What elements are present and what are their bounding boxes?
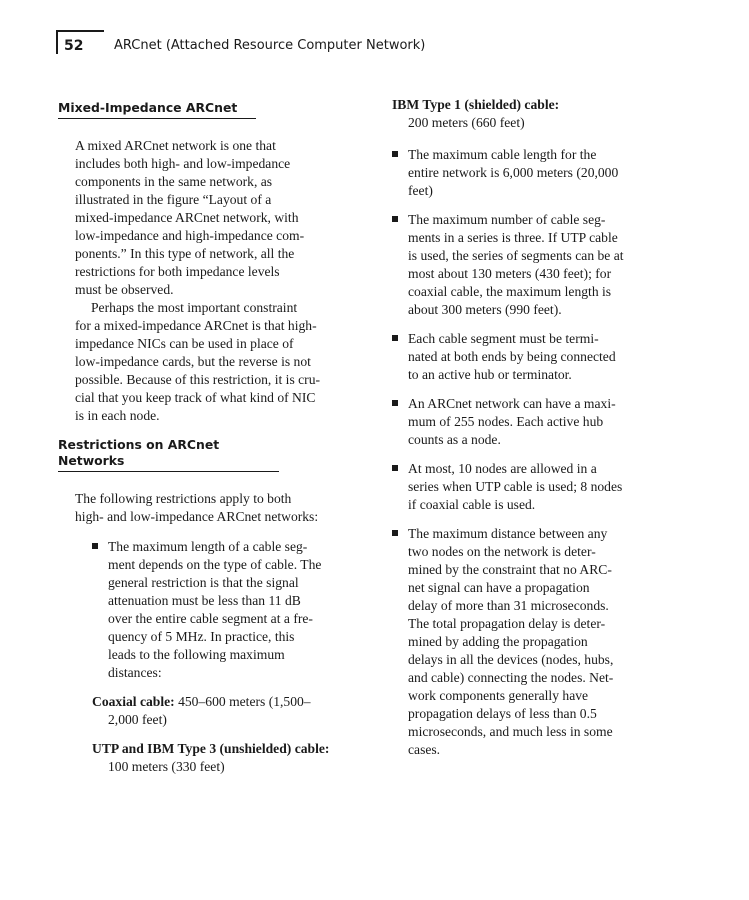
list-item	[92, 538, 348, 682]
text-line: The maximum distance between any	[408, 526, 608, 541]
list-item	[392, 146, 654, 200]
text-line: counts as a node.	[408, 432, 501, 447]
text-line: A mixed ARCnet network is one that	[75, 138, 276, 153]
square-bullet-icon	[392, 335, 398, 341]
text-line: low-impedance and high-impedance com-	[75, 228, 305, 243]
section-heading-mixed-impedance: Mixed-Impedance ARCnet	[58, 100, 256, 119]
text-line: mined by the constraint that no ARC-	[408, 562, 612, 577]
text-line: leads to the following maximum	[108, 647, 285, 662]
header-corner	[56, 30, 58, 54]
square-bullet-icon	[392, 530, 398, 536]
text-line: microseconds, and much less in some	[408, 724, 613, 739]
definition-continuation: 200 meters (660 feet)	[408, 115, 525, 130]
text-line: mum of 255 nodes. Each active hub	[408, 414, 604, 429]
text-line: The maximum number of cable seg-	[408, 212, 606, 227]
text-line: propagation delays of less than 0.5	[408, 706, 597, 721]
text-line: Perhaps the most important constraint	[91, 300, 298, 315]
text-line: work components generally have	[408, 688, 589, 703]
text-line: Each cable segment must be termi-	[408, 331, 599, 346]
definition-continuation: 2,000 feet)	[108, 712, 167, 727]
text-line: feet)	[408, 183, 433, 198]
square-bullet-icon	[92, 543, 98, 549]
text-line: for a mixed-impedance ARCnet is that high-	[75, 318, 317, 333]
text-line: includes both high- and low-impedance	[75, 156, 291, 171]
text-line: must be observed.	[75, 282, 174, 297]
text-line: entire network is 6,000 meters (20,000	[408, 165, 619, 180]
text-line: nated at both ends by being connected	[408, 349, 616, 364]
definition-first-line	[92, 693, 348, 711]
text-line: high- and low-impedance ARCnet networks:	[75, 509, 319, 524]
text-line: if coaxial cable is used.	[408, 497, 536, 512]
list-item	[392, 211, 654, 319]
text-line: An ARCnet network can have a maxi-	[408, 396, 616, 411]
text-line: ponents.” In this type of network, all the	[75, 246, 295, 261]
text-line: attenuation must be less than 11 dB	[108, 593, 301, 608]
text-line: The maximum length of a cable seg-	[108, 539, 308, 554]
text-line: ment depends on the type of cable. The	[108, 557, 322, 572]
left-column	[58, 96, 348, 776]
text-line: cial that you keep track of what kind of NIC	[75, 390, 316, 405]
definition-text: 450–600 meters (1,500–	[174, 694, 311, 709]
text-line: most about 130 meters (430 feet); for	[408, 266, 612, 281]
right-column	[392, 96, 654, 759]
definition-utp	[92, 740, 348, 776]
running-title: ARCnet (Attached Resource Computer Network)	[114, 38, 426, 53]
paragraph-constraint	[75, 299, 348, 425]
list-item	[392, 395, 654, 449]
text-line: about 300 meters (990 feet).	[408, 302, 562, 317]
square-bullet-icon	[392, 400, 398, 406]
text-line: mined by adding the propagation	[408, 634, 588, 649]
square-bullet-icon	[392, 151, 398, 157]
square-bullet-icon	[392, 216, 398, 222]
page-header	[56, 30, 696, 58]
definition-term: Coaxial cable:	[92, 694, 175, 709]
text-line: is in each node.	[75, 408, 160, 423]
text-line: delay of more than 31 microseconds.	[408, 598, 609, 613]
definition-term: IBM Type 1 (shielded) cable:	[392, 97, 560, 112]
page-number: 52	[64, 38, 84, 54]
text-line: restrictions for both impedance levels	[75, 264, 280, 279]
text-line: to an active hub or terminator.	[408, 367, 572, 382]
list-item	[392, 460, 654, 514]
square-bullet-icon	[392, 465, 398, 471]
list-item	[392, 330, 654, 384]
restrictions-list-right	[392, 146, 654, 759]
text-line: series when UTP cable is used; 8 nodes	[408, 479, 623, 494]
text-line: At most, 10 nodes are allowed in a	[408, 461, 597, 476]
section-heading-restrictions: Restrictions on ARCnet Networks	[58, 437, 279, 472]
text-line: ments in a series is three. If UTP cable	[408, 230, 618, 245]
text-line: mixed-impedance ARCnet network, with	[75, 210, 299, 225]
definition-term: UTP and IBM Type 3 (unshielded) cable:	[92, 741, 330, 756]
text-line: The total propagation delay is deter-	[408, 616, 606, 631]
cable-distance-definitions	[92, 693, 348, 776]
text-line: net signal can have a propagation	[408, 580, 590, 595]
text-line: is used, the series of segments can be at	[408, 248, 624, 263]
header-rule	[56, 30, 104, 32]
definition-coaxial	[92, 693, 348, 729]
definition-ibm-type1	[392, 96, 654, 132]
text-line: delays in all the devices (nodes, hubs,	[408, 652, 614, 667]
text-line: distances:	[108, 665, 162, 680]
text-line: and cable) connecting the nodes. Net-	[408, 670, 614, 685]
list-item	[392, 525, 654, 759]
text-line: general restriction is that the signal	[108, 575, 299, 590]
text-line: impedance NICs can be used in place of	[75, 336, 294, 351]
text-line: low-impedance cards, but the reverse is not	[75, 354, 311, 369]
paragraph-restrictions-intro	[75, 490, 348, 526]
text-line: possible. Because of this restriction, it is cru-	[75, 372, 321, 387]
definition-continuation: 100 meters (330 feet)	[108, 759, 225, 774]
restrictions-list-left	[92, 538, 348, 682]
text-line: The following restrictions apply to both	[75, 491, 292, 506]
text-line: quency of 5 MHz. In practice, this	[108, 629, 295, 644]
text-line: two nodes on the network is deter-	[408, 544, 596, 559]
text-line: components in the same network, as	[75, 174, 273, 189]
text-line: cases.	[408, 742, 441, 757]
text-line: illustrated in the figure “Layout of a	[75, 192, 272, 207]
text-line: coaxial cable, the maximum length is	[408, 284, 612, 299]
paragraph-mixed-intro	[75, 137, 348, 299]
text-line: The maximum cable length for the	[408, 147, 597, 162]
text-line: over the entire cable segment at a fre-	[108, 611, 313, 626]
